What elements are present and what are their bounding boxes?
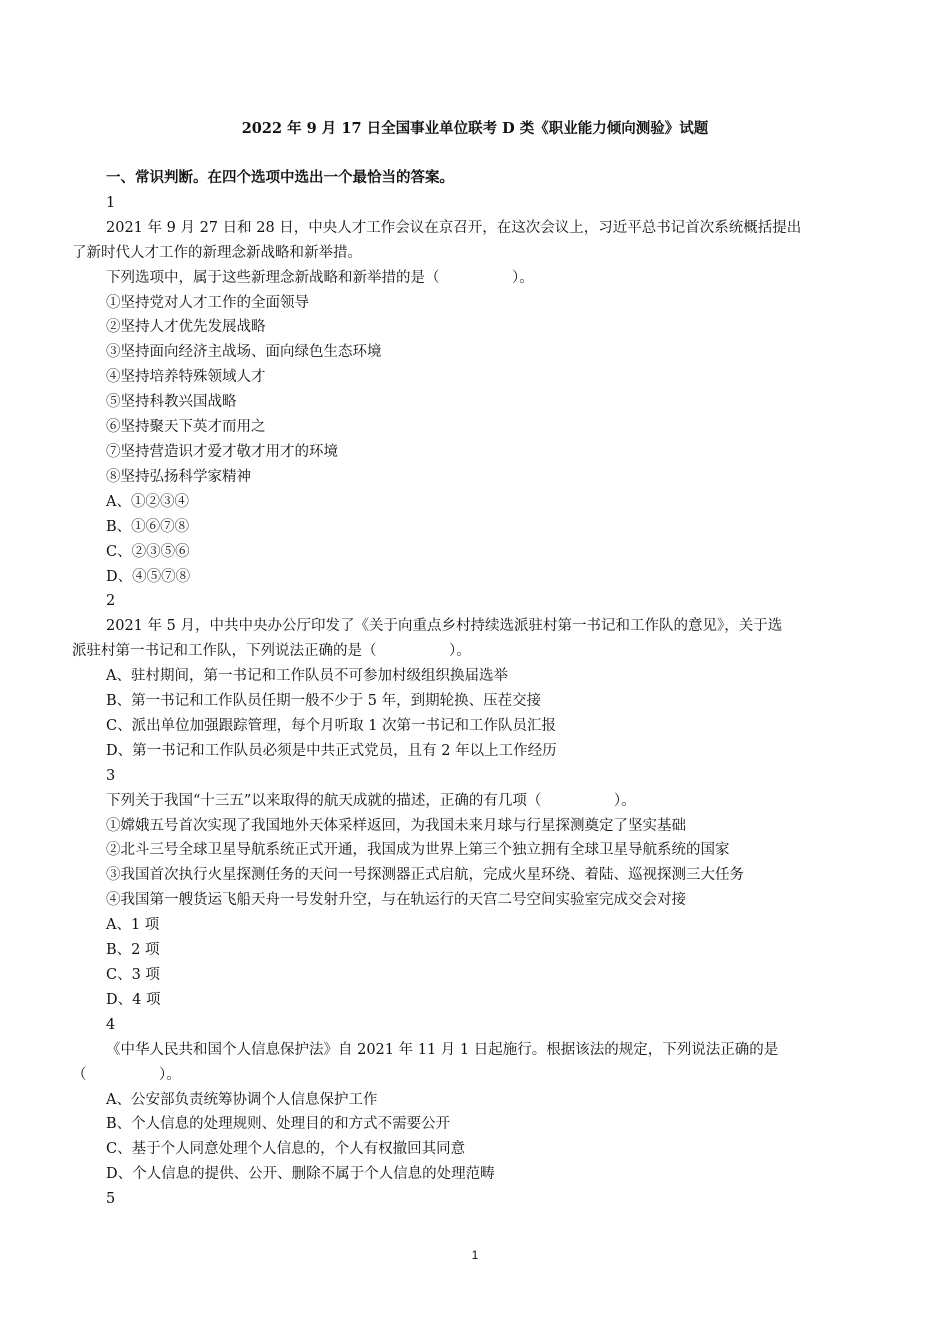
question-stem: 《中华人民共和国个人信息保护法》自 2021 年 11 月 1 日起施行。根据该法的规定，下列说法正确的是 [106, 1041, 779, 1058]
answer-option: D、④⑤⑦⑧ [106, 568, 191, 585]
question-3 [72, 764, 882, 1013]
statement-item: ⑦坚持营造识才爱才敬才用才的环境 [106, 443, 338, 460]
answer-option: A、驻村期间，第一书记和工作队员不可参加村级组织换届选举 [106, 668, 508, 685]
document-title: 2022 年 9 月 17 日全国事业单位联考 D 类《职业能力倾向测验》试题 [241, 120, 709, 137]
statement-item: ①嫦娥五号首次实现了我国地外天体采样返回，为我国未来月球与行星探测奠定了坚实基础 [106, 817, 686, 834]
answer-option: C、基于个人同意处理个人信息的，个人有权撤回其同意 [106, 1141, 466, 1158]
answer-option: B、第一书记和工作队员任期一般不少于 5 年，到期轮换、压茬交接 [106, 693, 542, 710]
answer-option: D、第一书记和工作队员必须是中共正式党员，且有 2 年以上工作经历 [106, 742, 557, 759]
question-4 [72, 1013, 882, 1187]
answer-option: A、公安部负责统筹协调个人信息保护工作 [106, 1091, 378, 1108]
question-number: 5 [106, 1191, 116, 1208]
answer-option: B、①⑥⑦⑧ [106, 518, 190, 535]
section-heading: 一、常识判断。在四个选项中选出一个最恰当的答案。 [106, 169, 454, 186]
answer-option: C、3 项 [106, 967, 160, 983]
answer-option: D、4 项 [106, 991, 161, 1008]
question-stem: 2021 年 5 月，中共中央办公厅印发了《关于向重点乡村持续选派驻村第一书记和工作队的意见》，关于选 [106, 618, 783, 635]
document-content [72, 166, 882, 1212]
question-5 [72, 1187, 882, 1212]
question-number: 2 [106, 593, 116, 610]
answer-option: B、个人信息的处理规则、处理目的和方式不需要公开 [106, 1116, 451, 1133]
statement-item: ③坚持面向经济主战场、面向绿色生态环境 [106, 344, 382, 361]
question-stem-continued: 了新时代人才工作的新理念新战略和新举措。 [72, 244, 362, 261]
question-prompt: 下列选项中，属于这些新理念新战略和新举措的是（ ）。 [106, 269, 534, 286]
question-prompt: 下列关于我国“十三五”以来取得的航天成就的描述，正确的有几项（ ）。 [106, 792, 636, 809]
question-1 [72, 191, 882, 590]
question-2 [72, 589, 882, 763]
statement-item: ②北斗三号全球卫星导航系统正式开通，我国成为世界上第三个独立拥有全球卫星导航系统的国家 [106, 842, 730, 859]
statement-item: ⑤坚持科教兴国战略 [106, 394, 237, 411]
page-number: 1 [471, 1248, 479, 1262]
statement-item: ⑥坚持聚天下英才而用之 [106, 419, 266, 436]
question-stem-continued: 派驻村第一书记和工作队，下列说法正确的是（ ）。 [72, 643, 471, 660]
answer-option: A、1 项 [106, 917, 160, 934]
statement-item: ④我国第一艘货运飞船天舟一号发射升空，与在轨运行的天宫二号空间实验室完成交会对接 [106, 892, 686, 909]
question-stem: 2021 年 9 月 27 日和 28 日，中央人才工作会议在京召开，在这次会议上，习近平总书记首次系统概括提出 [106, 219, 802, 236]
question-number: 3 [106, 767, 116, 784]
statement-item: ①坚持党对人才工作的全面领导 [106, 294, 309, 311]
answer-option: D、个人信息的提供、公开、删除不属于个人信息的处理范畴 [106, 1166, 495, 1183]
statement-item: ③我国首次执行火星探测任务的天问一号探测器正式启航，完成火星环绕、着陆、巡视探测三大任务 [106, 867, 744, 884]
question-number: 4 [106, 1016, 116, 1033]
answer-option: B、2 项 [106, 942, 160, 959]
question-number: 1 [106, 194, 116, 211]
answer-option: C、②③⑤⑥ [106, 543, 190, 560]
statement-item: ⑧坚持弘扬科学家精神 [106, 468, 251, 485]
question-stem-continued: （ ）。 [72, 1066, 181, 1083]
statement-item: ②坚持人才优先发展战略 [106, 319, 266, 336]
answer-option: C、派出单位加强跟踪管理，每个月听取 1 次第一书记和工作队员汇报 [106, 717, 557, 734]
answer-option: A、①②③④ [106, 493, 189, 510]
statement-item: ④坚持培养特殊领域人才 [106, 369, 266, 386]
